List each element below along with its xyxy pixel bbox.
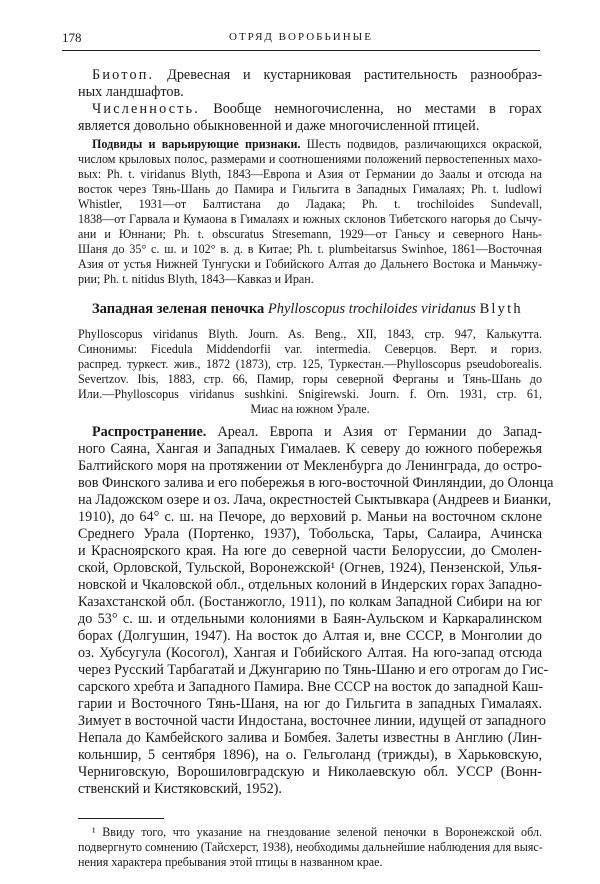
- distribution-line-1: Распространение. Ареал. Европа и Азия от Германии до Запад-: [92, 424, 542, 440]
- distribution-line-2: ного Саяна, Хангая и Западных Гималаев. К северу до южного побережья: [78, 441, 542, 457]
- title-russian: Западная зеленая пеночка: [92, 301, 265, 317]
- subspecies-line-8: Шаня до 35° с. ш. и 102° в. д. в Китае; Ph. t. plumbeitarsus Swinhoe, 1861—Восточная: [78, 242, 542, 256]
- distribution-line-7: Среднего Урала (Портенко, 1937), Тобольска, Тары, Салаира, Ачинска: [78, 526, 542, 542]
- distribution-line-15: через Русский Тарбагатай и Джунгарию по Тянь-Шаню и его отрогам до Гис-: [78, 662, 549, 678]
- distribution-line-4: вов Финского залива и его побережья в юго-восточной Финляндии, до Олонца: [78, 475, 554, 491]
- distribution-line-6: 1910), до 64° с. ш. на Печоре, до верховий р. Маньи на восточном склоне: [78, 509, 542, 525]
- distribution-line-13: борах (Долгушин, 1947). На восток до Алтая и, вне СССР, в Монголии до: [78, 628, 542, 644]
- subspecies-line-3: вых: Ph. t. viridanus Blyth, 1843—Европа и Азия от Германии до Заалы и отсюда на: [78, 167, 542, 181]
- subspecies-line-1: Подвиды и варьирующие признаки. Шесть подвидов, различающихся окраской,: [92, 137, 542, 151]
- page-header: [62, 26, 540, 51]
- distribution-line-10: новской и Чкаловской обл., отдельных колоний в Индерских горах Западно-: [78, 577, 542, 593]
- footnote-line-2: подвергнуто сомнению (Тайсхерст, 1938), необходимы дальнейшие наблюдения для выяс-: [78, 840, 543, 854]
- distribution-line-21: Черниговскую, Ворошиловградскую и Николаевскую обл. УССР (Вонн-: [78, 764, 542, 780]
- subspecies-line-5: Whistler, 1931—от Балтистана до Ладака; Ph. t. trochiloides Sundevall,: [78, 197, 542, 211]
- biotope-line-2: ных ландшафтов.: [78, 84, 184, 100]
- title-author: Blyth: [479, 301, 523, 317]
- distribution-line-3: Балтийского моря на протяжении от Мекленбурга до Ленинграда, до остро-: [78, 458, 542, 474]
- distribution-line-16: сарского хребта и Западного Памира. Вне СССР на восток до западной Каш-: [78, 679, 544, 695]
- distribution-line-17: гарии и Восточного Тянь-Шаня, на юг до Гильгита в западных Гималаях.: [78, 696, 542, 712]
- footnote-line-3: нения характера пребывания этой птицы в названном крае.: [78, 855, 383, 869]
- distribution-line-12: до 53° с. ш. и отдельными колониями в Баян-Аульском и Каркаралинском: [78, 611, 542, 627]
- title-latin: Phylloscopus trochiloides viridanus: [267, 301, 476, 317]
- section-title: [92, 301, 542, 318]
- footnote-line-1: ¹ Ввиду того, что указание на гнездование зеленой пеночки в Воронежской обл.: [92, 825, 542, 839]
- synonymy-line-2: Синонимы: Ficedula Middendorfii var. intermedia. Северцов. Верт. и гориз.: [78, 342, 542, 356]
- synonymy-line-1: Phylloscopus viridanus Blyth. Journ. As. Beng., XII, 1843, стр. 947, Калькутта.: [78, 327, 542, 341]
- abundance-line-2: является довольно обыкновенной и даже многочисленной птицей.: [78, 118, 480, 134]
- distribution-line-14: оз. Хубсугула (Косогол), Хангая и Гобийского Алтая. На юго-запад отсюда: [78, 645, 542, 661]
- distribution-line-9: ской, Орловской, Тульской, Воронежской¹ (Огнев, 1924), Пензенской, Улья-: [78, 560, 542, 576]
- synonymy-line-4: Severtzov. Ibis, 1883, стр. 66, Памир, горы северной Ферганы и Тянь-Шань до: [78, 372, 542, 386]
- page-number: 178: [62, 30, 82, 45]
- subspecies-line-4: восток через Тянь-Шань до Памира и Гильгита в Западных Гималаях; Ph. t. ludlowi: [78, 182, 542, 196]
- distribution-line-11: Казахстанской обл. (Бостанжогло, 1911), по колкам Западной Сибири на юг: [78, 594, 542, 610]
- subspecies-line-7: ани и Юннани; Ph. t. obscuratus Stresemann, 1929—от Ганьсу и северного Нань-: [78, 227, 542, 241]
- subspecies-line-9: Азия от устья Нижней Тунгуски и Гобийского Алтая до Дальнего Востока и Маньчжу-: [78, 257, 542, 271]
- distribution-line-22: ственский и Кистяковский, 1952).: [78, 781, 282, 797]
- running-head: ОТРЯД ВОРОБЬИНЫЕ: [229, 31, 373, 43]
- distribution-line-8: и Красноярского края. На юге до северной части Белоруссии, до Смолен-: [78, 543, 542, 559]
- distribution-line-19: Непала до Камбейского залива и Бомбея. Залеты известны в Англию (Лин-: [78, 730, 542, 746]
- synonymy-line-6: Миас на южном Урале.: [250, 402, 370, 416]
- subspecies-line-10: рии; Ph. t. nitidus Blyth, 1843—Кавказ и Иран.: [78, 272, 314, 286]
- synonymy-line-5: Или.—Phylloscopus viridanus sushkini. Snigirewski. Journ. f. Orn. 1931, стр. 61,: [78, 387, 542, 401]
- distribution-line-20: кольншир, 5 сентября 1896), на о. Гельголанд (трижды), в Харьковскую,: [78, 747, 542, 763]
- synonymy-line-3: распред. туркест. жив., 1872 (1873), стр. 125, Туркестан.—Phylloscopus pseudoborealis.: [78, 357, 542, 371]
- abundance-line-1: Численность. Вообще немногочисленна, но местами в горах: [92, 101, 542, 117]
- biotope-line-1: Биотоп. Древесная и кустарниковая растительность разнообраз-: [92, 67, 542, 83]
- footnote-rule: [78, 818, 164, 819]
- subspecies-line-2: числом крыловых полос, размерами и соотношениями положений первостепенных махо-: [78, 152, 542, 166]
- subspecies-line-6: 1838—от Гарвала и Кумаона в Гималаях и южных склонов Тибетского нагорья до Сычу-: [78, 212, 542, 226]
- distribution-line-18: Зимует в восточной части Индостана, восточнее линии, идущей от западного: [78, 713, 546, 729]
- distribution-line-5: на Ладожском озере и оз. Лача, окрестностей Сыктывкара (Андреев и Бианки,: [78, 492, 552, 508]
